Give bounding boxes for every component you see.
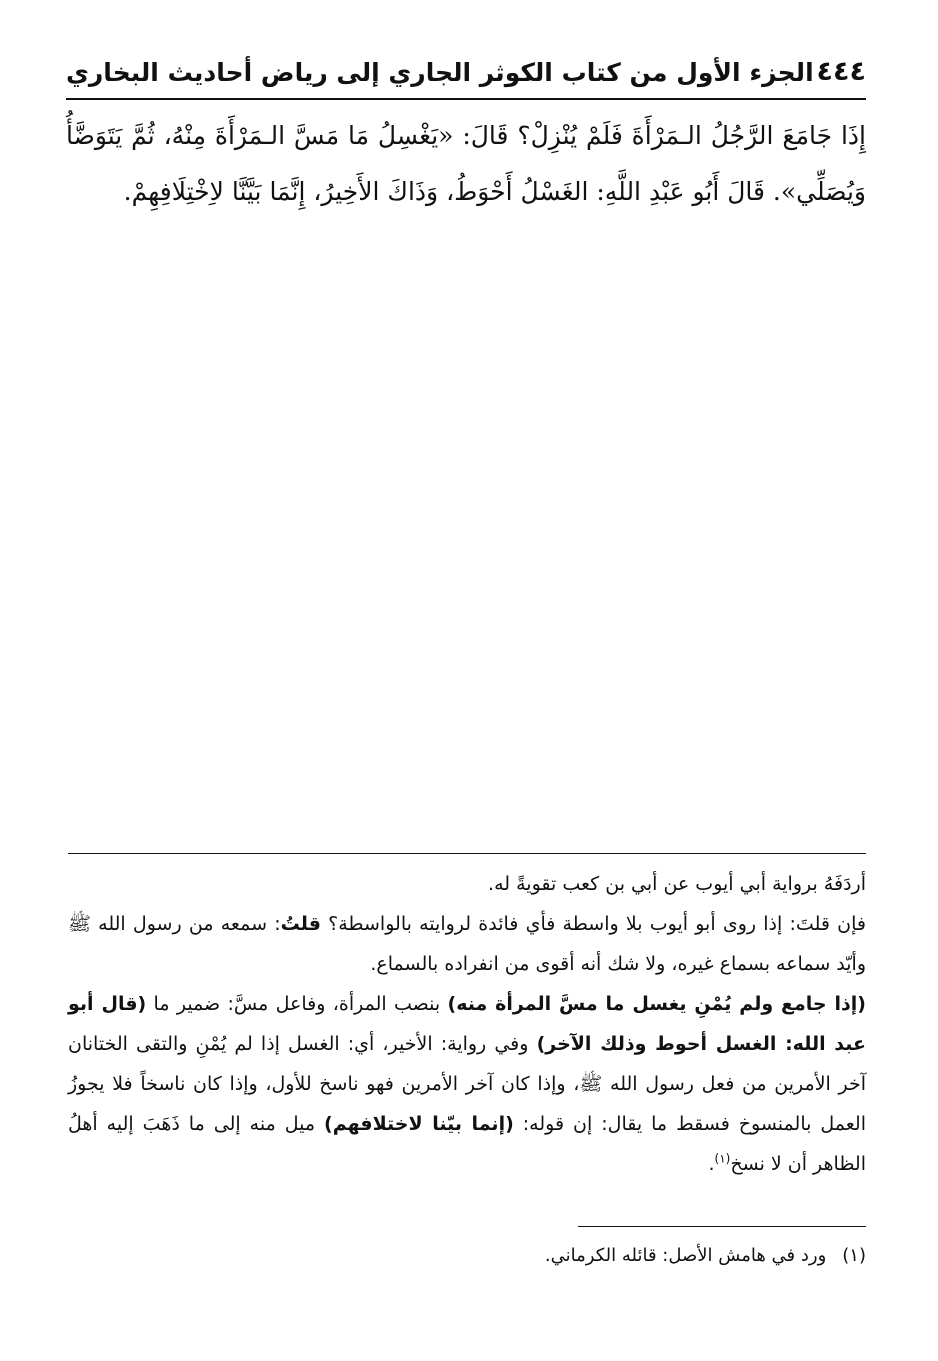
commentary-divider — [68, 853, 866, 854]
page-number: ٤٤٤ — [816, 56, 866, 87]
commentary-p2-answer: : سمعه من رسول الله ﷺ وأيّد سماعه بسماع غيره، ولا شك أنه أقوى من انفراده بالسماع. — [68, 913, 866, 975]
footnote-reference[interactable]: (١) — [714, 1151, 731, 1166]
commentary-p3-quote-3: (إنما بيّنا لاختلافهم) — [324, 1113, 514, 1135]
commentary-p1-text: أردَفَهُ برواية أبي أيوب عن أبي بن كعب تقويةً له. — [488, 873, 866, 895]
commentary-p2-answer-marker: قلتُ — [280, 913, 321, 935]
commentary-paragraph-3 — [68, 984, 866, 1184]
footnote-text: ورد في هامش الأصل: قائله الكرماني. — [544, 1245, 827, 1266]
commentary-p3-quote-2: (قال أبو عبد الله: الغسل أحوط وذلك الآخر) — [68, 993, 866, 1055]
commentary-p3-text-2: وفي رواية: الأخير، أي: الغسل إذا لم يُمْنِ والتقى الختانان آخر الأمرين من فعل رسول الله ﷺ، وإذا كان آخر الأمرين فهو ناسخ للأول، وإذا كان ناسخاً فلا يجوزُ العمل بالمنسوخ فسقط ما يقال: إن قوله: — [68, 1033, 866, 1135]
commentary-paragraph-1 — [68, 864, 866, 904]
commentary-p3-quote-1: (إذا جامع ولم يُمْنِ يغسل ما مسَّ المرأة منه) — [447, 993, 866, 1015]
blank-space — [66, 230, 866, 840]
commentary — [68, 864, 866, 1184]
commentary-p3-text-1: بنصب المرأة، وفاعل مسَّ: ضمير ما — [146, 993, 448, 1015]
footnote-divider — [578, 1226, 866, 1227]
footnote — [72, 1238, 866, 1274]
commentary-p2-question: فإن قلتَ: إذا روى أبو أيوب بلا واسطة فأي فائدة لروايته بالواسطة؟ — [328, 913, 866, 935]
commentary-paragraph-2 — [68, 904, 866, 984]
running-title: الجزء الأول من كتاب الكوثر الجاري إلى رياض أحاديث البخاري — [66, 58, 814, 87]
commentary-p3-text-3: ميل منه إلى ما ذَهَبَ إليه أهلُ الظاهر أن لا نسخ — [68, 1113, 866, 1175]
page-header — [66, 52, 866, 100]
hadith-text: إِذَا جَامَعَ الرَّجُلُ الـمَرْأَةَ فَلَمْ يُنْزِلْ؟ قَالَ: «يَغْسِلُ مَا مَسَّ الـمَرْأَةَ مِنْهُ، ثُمَّ يَتَوَضَّأُ وَيُصَلِّي». قَالَ أَبُو عَبْدِ اللَّهِ: الغَسْلُ أَحْوَطُ، وَذَاكَ الأَخِيرُ، إِنَّمَا بَيَّنَّا لاِخْتِلَافِهِمْ. — [66, 121, 866, 206]
commentary-p3-end: . — [708, 1153, 715, 1175]
footnote-number: (١) — [842, 1245, 866, 1266]
